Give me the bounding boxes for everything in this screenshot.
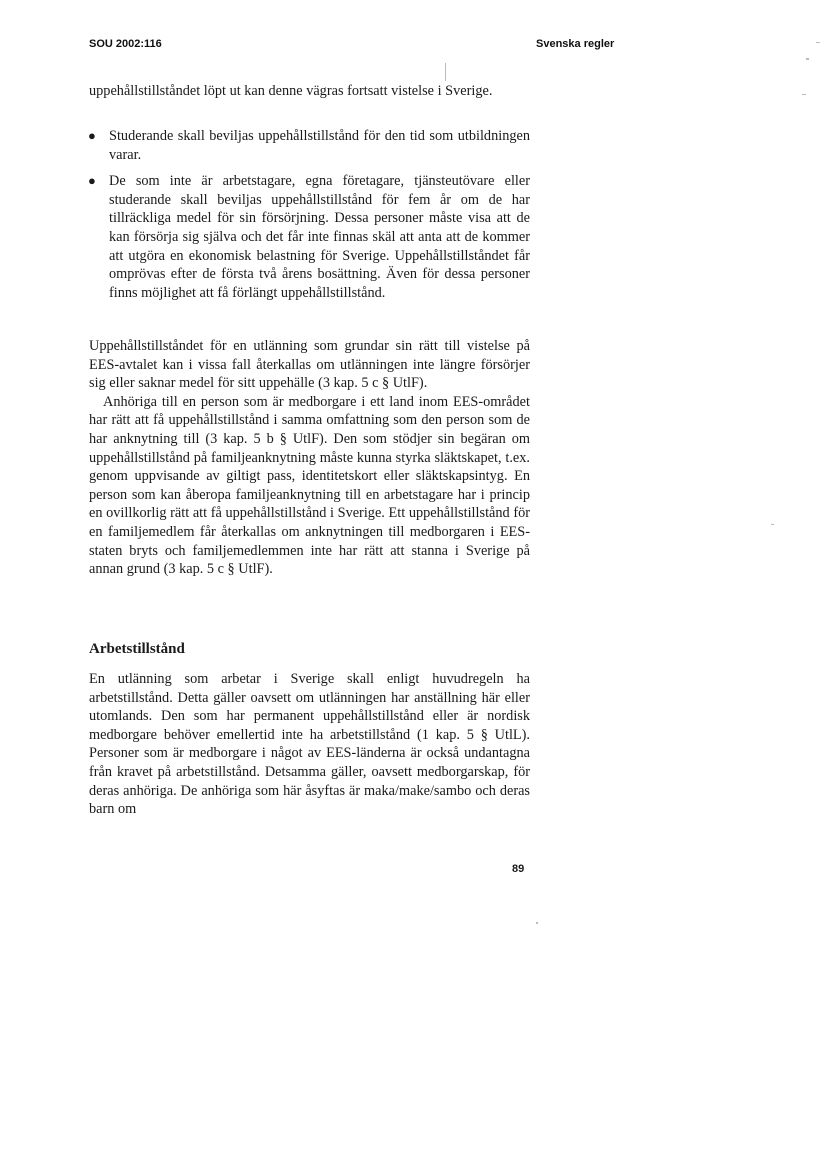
section-heading: Arbetstillstånd — [89, 641, 185, 657]
body-paragraphs — [89, 337, 530, 579]
page-number: 89 — [512, 863, 525, 875]
scan-artifact — [802, 94, 806, 95]
bullet-dot-icon: ● — [88, 128, 96, 143]
list-item-text: De som inte är arbetstagare, egna företagare, tjänsteutövare eller studerande skall beviljas uppehållstillstånd för fem år om de har tillräckliga medel för sin försörjning. Dessa personer måste visa att de kan försörja sig själva och det får inte finnas skäl att anta att de kommer att utgöra en ekonomisk belastning för Sverige. Uppehållstillståndet får omprövas efter de första två årens bosättning. Även för dessa personer finns möjlighet att få förlängt uppehållstillstånd. — [109, 173, 530, 301]
body-paragraph: Anhöriga till en person som är medborgare i ett land inom EES-området har rätt att få uppehållstillstånd i samma omfattning som den person som de har anknytning till (3 kap. 5 b § UtlF). Den som stödjer sin begäran om uppehållstillstånd på familjeanknytning måste kunna styrka släktskapet, t.ex. genom uppvisande av giltigt pass, identitetskort eller släktskapsintyg. En person som kan åberopa familjeanknytning till en arbetstagare har i princip en ovillkorlig rätt att få uppehållstillstånd i Sverige. Ett uppehållstillstånd för en familjemedlem får återkallas om anknytningen till medborgaren i EES-staten bryts och familjemedlemmen inte har rätt att stanna i Sverige på annan grund (3 kap. 5 c § UtlF). — [89, 393, 530, 578]
section-body — [89, 670, 530, 819]
list-item — [89, 127, 530, 164]
list-item-text: Studerande skall beviljas uppehållstillstånd för den tid som utbildningen varar. — [109, 128, 530, 163]
continuation-text — [89, 82, 530, 101]
scan-artifact — [816, 42, 820, 43]
running-header-left: SOU 2002:116 — [89, 38, 162, 50]
list-item — [89, 172, 530, 302]
scan-artifact — [536, 922, 538, 924]
body-paragraph: Uppehållstillståndet för en utlänning som grundar sin rätt till vistelse på EES-avtalet kan i vissa fall återkallas om utlänningen inte längre försörjer sig eller saknar medel för sitt uppehälle (3 kap. 5 c § UtlF). — [89, 338, 530, 392]
scan-artifact — [445, 63, 446, 81]
scan-artifact — [771, 524, 774, 525]
scan-artifact — [806, 58, 809, 60]
body-paragraph: En utlänning som arbetar i Sverige skall enligt huvudregeln ha arbetstillstånd. Detta gäller oavsett om utlänningen har anställning här eller utomlands. Den som har permanent uppehållstillstånd eller är nordisk medborgare behöver emellertid inte ha arbetstillstånd (1 kap. 5 § UtlL). Personer som är medborgare i något av EES-länderna är också undantagna från kravet på arbetstillstånd. Detsamma gäller, oavsett medborgarskap, för deras anhöriga. De anhöriga som här åsyftas är maka/make/sambo och deras barn om — [89, 671, 530, 818]
continuation-paragraph: uppehållstillståndet löpt ut kan denne vägras fortsatt vistelse i Sverige. — [89, 83, 493, 99]
bullet-dot-icon: ● — [88, 173, 96, 189]
running-header-right: Svenska regler — [536, 38, 615, 50]
bullet-list — [89, 127, 530, 310]
